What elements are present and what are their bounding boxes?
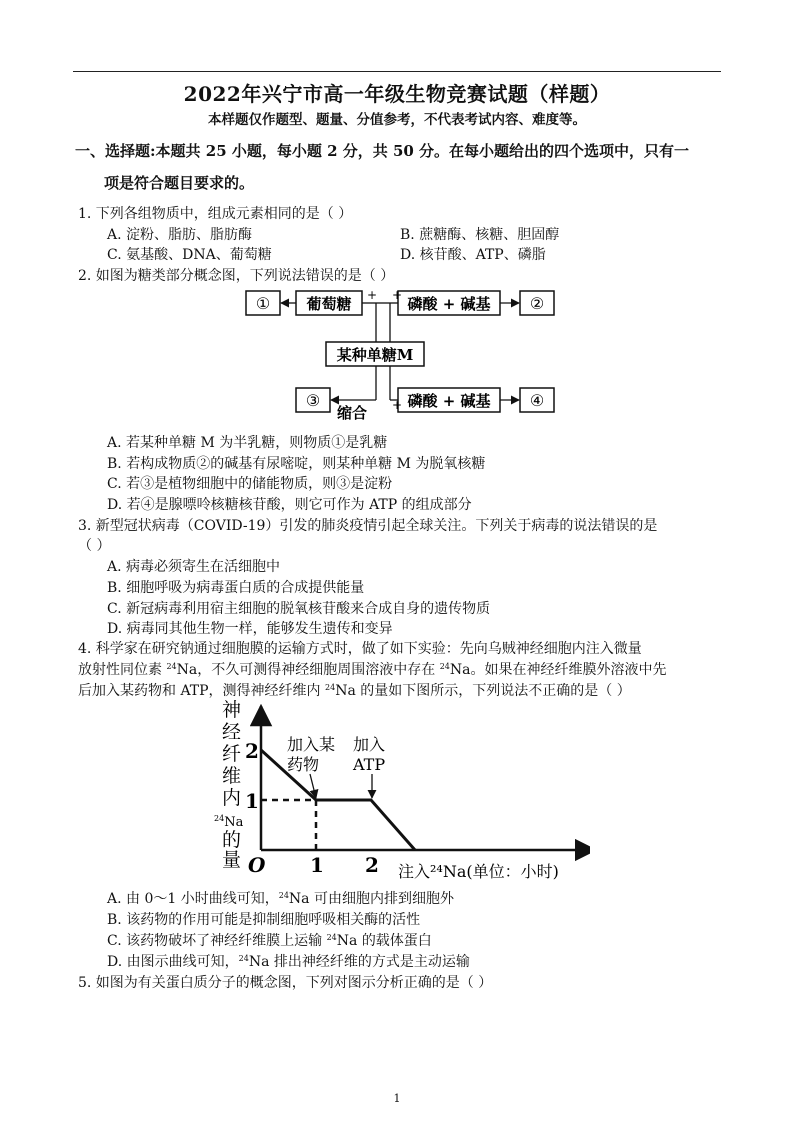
y-label-char: 维: [222, 765, 242, 787]
q2-option-b: B. 若构成物质②的碱基有尿嘧啶，则某种单糖 M 为脱氧核糖: [107, 456, 486, 472]
header-rule: [73, 71, 721, 72]
q2-option-a: A. 若某种单糖 M 为半乳糖，则物质①是乳糖: [107, 435, 388, 451]
phos-base-top-label: 磷酸 + 碱基: [407, 295, 491, 313]
y-label-char: 内: [222, 787, 242, 809]
y-label-char: $^{24}$Na: [214, 814, 244, 830]
annotation-drug-1: 加入某: [287, 735, 336, 754]
section-heading-line2: 项是符合题目要求的。: [104, 174, 255, 192]
y-axis-label: [214, 700, 244, 871]
plus-sign: +: [392, 288, 403, 302]
q3-stem-paren: （ ）: [78, 538, 111, 554]
q3-option-a: A. 病毒必须寄生在活细胞中: [107, 559, 281, 575]
q5-stem: 5. 如图为有关蛋白质分子的概念图，下列对图示分析正确的是（ ）: [78, 975, 493, 991]
node-3-label: ③: [305, 391, 321, 410]
monosaccharide-m-label: 某种单糖M: [336, 346, 414, 364]
section-heading-line1: 一、选择题:本题共 25 小题，每小题 2 分，共 50 分。在每小题给出的四个选项中，只有一: [75, 142, 690, 160]
y-tick-label: 1: [245, 789, 259, 813]
x-axis-label: 注入²⁴Na(单位：小时): [398, 862, 559, 881]
glucose-label: 葡萄糖: [306, 295, 352, 313]
plus-sign: +: [367, 288, 378, 302]
q1-stem: 1. 下列各组物质中，组成元素相同的是（ ）: [78, 206, 353, 222]
q4-option-b: B. 该药物的作用可能是抑制细胞呼吸相关酶的活性: [107, 912, 421, 928]
y-label-char: 神: [222, 700, 242, 721]
y-label-char: 经: [222, 721, 242, 743]
x-tick-label: 2: [365, 853, 379, 877]
q3-option-d: D. 病毒同其他生物一样，能够发生遗传和变异: [107, 621, 393, 637]
q4-option-c: C. 该药物破坏了神经纤维膜上运输 $^{24}$Na 的载体蛋白: [107, 933, 432, 949]
y-label-char: 纤: [222, 743, 242, 765]
q1-option-c: C. 氨基酸、DNA、葡萄糖: [107, 247, 272, 263]
q1-option-d: D. 核苷酸、ATP、磷脂: [400, 247, 546, 263]
page-title: 2022年兴宁市高一年级生物竞赛试题（样题）: [183, 82, 611, 106]
plus-sign: +: [392, 398, 403, 412]
q4-option-d: D. 由图示曲线可知，$^{24}$Na 排出神经纤维的方式是主动运输: [107, 954, 470, 970]
q3-stem: 3. 新型冠状病毒（COVID-19）引发的肺炎疫情引起全球关注。下列关于病毒的说法错误的是: [78, 518, 658, 534]
phos-base-bottom-label: 磷酸 + 碱基: [407, 392, 491, 410]
q3-option-b: B. 细胞呼吸为病毒蛋白质的合成提供能量: [107, 580, 365, 596]
annotation-atp-1: 加入: [353, 735, 386, 754]
y-label-char: 的: [222, 829, 242, 851]
y-tick-label: 2: [245, 739, 259, 763]
x-tick-label: 1: [310, 853, 324, 877]
node-1-label: ①: [255, 294, 271, 313]
q2-option-c: C. 若③是植物细胞中的储能物质，则③是淀粉: [107, 476, 393, 492]
page-subtitle: 本样题仅作题型、题量、分值参考，不代表考试内容、难度等。: [208, 112, 586, 128]
q1-option-a: A. 淀粉、脂肪、脂肪酶: [107, 227, 253, 243]
q2-stem: 2. 如图为糖类部分概念图，下列说法错误的是（ ）: [78, 268, 395, 284]
q4-line1: 4. 科学家在研究钠通过细胞膜的运输方式时，做了如下实验：先向乌贼神经细胞内注入微量: [78, 641, 642, 657]
origin-label: O: [248, 853, 266, 877]
annotation-atp-2: ATP: [353, 755, 386, 774]
sugar-concept-diagram: [240, 285, 560, 425]
q1-option-b: B. 蔗糖酶、核糖、胆固醇: [400, 227, 560, 243]
condense-label: 缩合: [336, 404, 368, 422]
q4-line3: 后加入某药物和 ATP，测得神经纤维内 $^{24}$Na 的量如下图所示，下列说法不正确的是（ ）: [78, 683, 631, 699]
q4-option-a: A. 由 0～1 小时曲线可知，$^{24}$Na 可由细胞内排到细胞外: [107, 891, 454, 907]
node-2-label: ②: [529, 294, 545, 313]
page-number: 1: [393, 1092, 401, 1105]
annotation-drug-2: 药物: [287, 755, 320, 774]
sodium-chart: [200, 700, 590, 890]
q2-option-d: D. 若④是腺嘌呤核糖核苷酸，则它可作为 ATP 的组成部分: [107, 497, 472, 513]
q3-option-c: C. 新冠病毒利用宿主细胞的脱氧核苷酸来合成自身的遗传物质: [107, 601, 491, 617]
q4-line2: 放射性同位素 $^{24}$Na，不久可测得神经细胞周围溶液中存在 $^{24}$Na。如果在神经纤维膜外溶液中先: [78, 662, 667, 678]
node-4-label: ④: [529, 391, 545, 410]
y-label-char: 量: [222, 849, 242, 871]
